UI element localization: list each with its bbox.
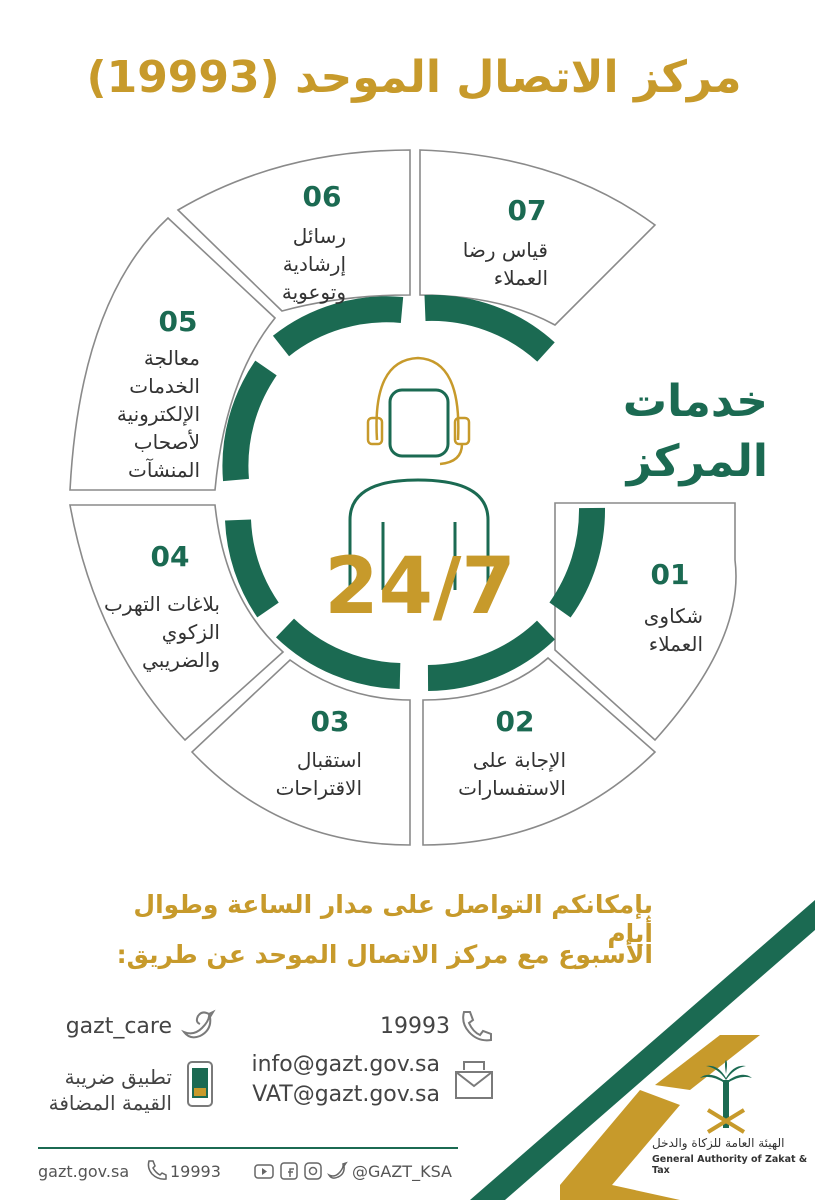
center-title-line-2: المركز xyxy=(626,436,768,487)
service-06-number: 06 xyxy=(302,180,342,213)
service-06-line-3: وتوعوية xyxy=(281,280,346,304)
email-icon xyxy=(456,1062,492,1098)
vat-app-line-1: تطبيق ضريبة xyxy=(64,1065,172,1089)
service-01-label xyxy=(553,602,703,658)
service-01-line-2: العملاء xyxy=(648,632,703,656)
contact-phone[interactable]: 19993 xyxy=(380,1014,450,1039)
twitter-small-icon xyxy=(329,1163,346,1178)
service-01-line-1: شكاوى xyxy=(643,604,703,628)
service-05-line-4: لأصحاب xyxy=(133,430,200,454)
service-07-number: 07 xyxy=(507,194,547,227)
footer-website[interactable]: gazt.gov.sa xyxy=(38,1162,130,1181)
footer-social-handle[interactable]: @GAZT_KSA xyxy=(352,1162,452,1181)
service-05-line-3: الإلكترونية xyxy=(116,402,200,426)
contact-email-vat[interactable]: VAT@gazt.gov.sa xyxy=(252,1082,440,1107)
service-06-label xyxy=(196,222,346,306)
message-line-1: بإمكانكم التواصل على مدار الساعة وطوال أيام xyxy=(133,890,653,948)
service-04-line-2: الزكوي xyxy=(161,620,220,644)
message-line-2: الأسبوع مع مركز الاتصال الموحد عن طريق: xyxy=(116,940,653,969)
twitter-icon xyxy=(184,1012,213,1037)
service-06-line-2: إرشادية xyxy=(282,252,346,276)
service-03-label xyxy=(202,746,362,802)
contact-emails xyxy=(250,1050,440,1110)
service-segments xyxy=(70,150,736,845)
org-name-arabic: الهيئة العامة للزكاة والدخل xyxy=(652,1136,785,1150)
org-name-english: General Authority of Zakat & Tax xyxy=(652,1154,808,1176)
service-05-line-2: الخدمات xyxy=(129,374,200,398)
vat-app-icon xyxy=(188,1062,212,1106)
service-04-line-1: بلاغات التهرب xyxy=(103,592,220,616)
center-title-line-1: خدمات xyxy=(622,376,768,427)
service-06-line-1: رسائل xyxy=(292,224,346,248)
service-05-line-5: المنشآت xyxy=(127,458,200,482)
social-icons xyxy=(255,1163,346,1179)
footer-phone[interactable]: 19993 xyxy=(170,1162,221,1181)
footer-phone-icon xyxy=(148,1161,166,1179)
instagram-icon xyxy=(305,1163,321,1179)
service-04-line-3: والضريبي xyxy=(142,648,220,672)
service-04-label xyxy=(50,590,220,674)
service-03-line-1: استقبال xyxy=(296,748,362,772)
service-03-number: 03 xyxy=(310,705,350,738)
service-02-label xyxy=(406,746,566,802)
service-03-line-2: الاقتراحات xyxy=(275,776,362,800)
service-05-label xyxy=(40,344,200,484)
service-07-line-2: العملاء xyxy=(493,266,548,290)
center-services-title xyxy=(598,372,768,492)
page-title: مركز الاتصال الموحد (19993) xyxy=(86,52,742,103)
service-04-number: 04 xyxy=(150,540,190,573)
phone-icon xyxy=(463,1012,491,1040)
contact-twitter[interactable]: gazt_care xyxy=(65,1014,172,1039)
service-07-label xyxy=(408,236,548,292)
service-05-number: 05 xyxy=(158,305,198,338)
service-02-line-1: الإجابة على xyxy=(472,748,566,772)
service-02-number: 02 xyxy=(495,705,535,738)
facebook-icon xyxy=(281,1163,297,1179)
contact-vat-app[interactable] xyxy=(22,1064,172,1116)
availability-label: 24/7 xyxy=(324,542,516,632)
service-01-number: 01 xyxy=(650,558,690,591)
contact-email-info[interactable]: info@gazt.gov.sa xyxy=(251,1052,440,1077)
service-07-line-1: قياس رضا xyxy=(462,238,548,262)
vat-app-line-2: القيمة المضافة xyxy=(48,1091,172,1115)
service-05-line-1: معالجة xyxy=(143,346,200,370)
service-02-line-2: الاستفسارات xyxy=(458,776,566,800)
